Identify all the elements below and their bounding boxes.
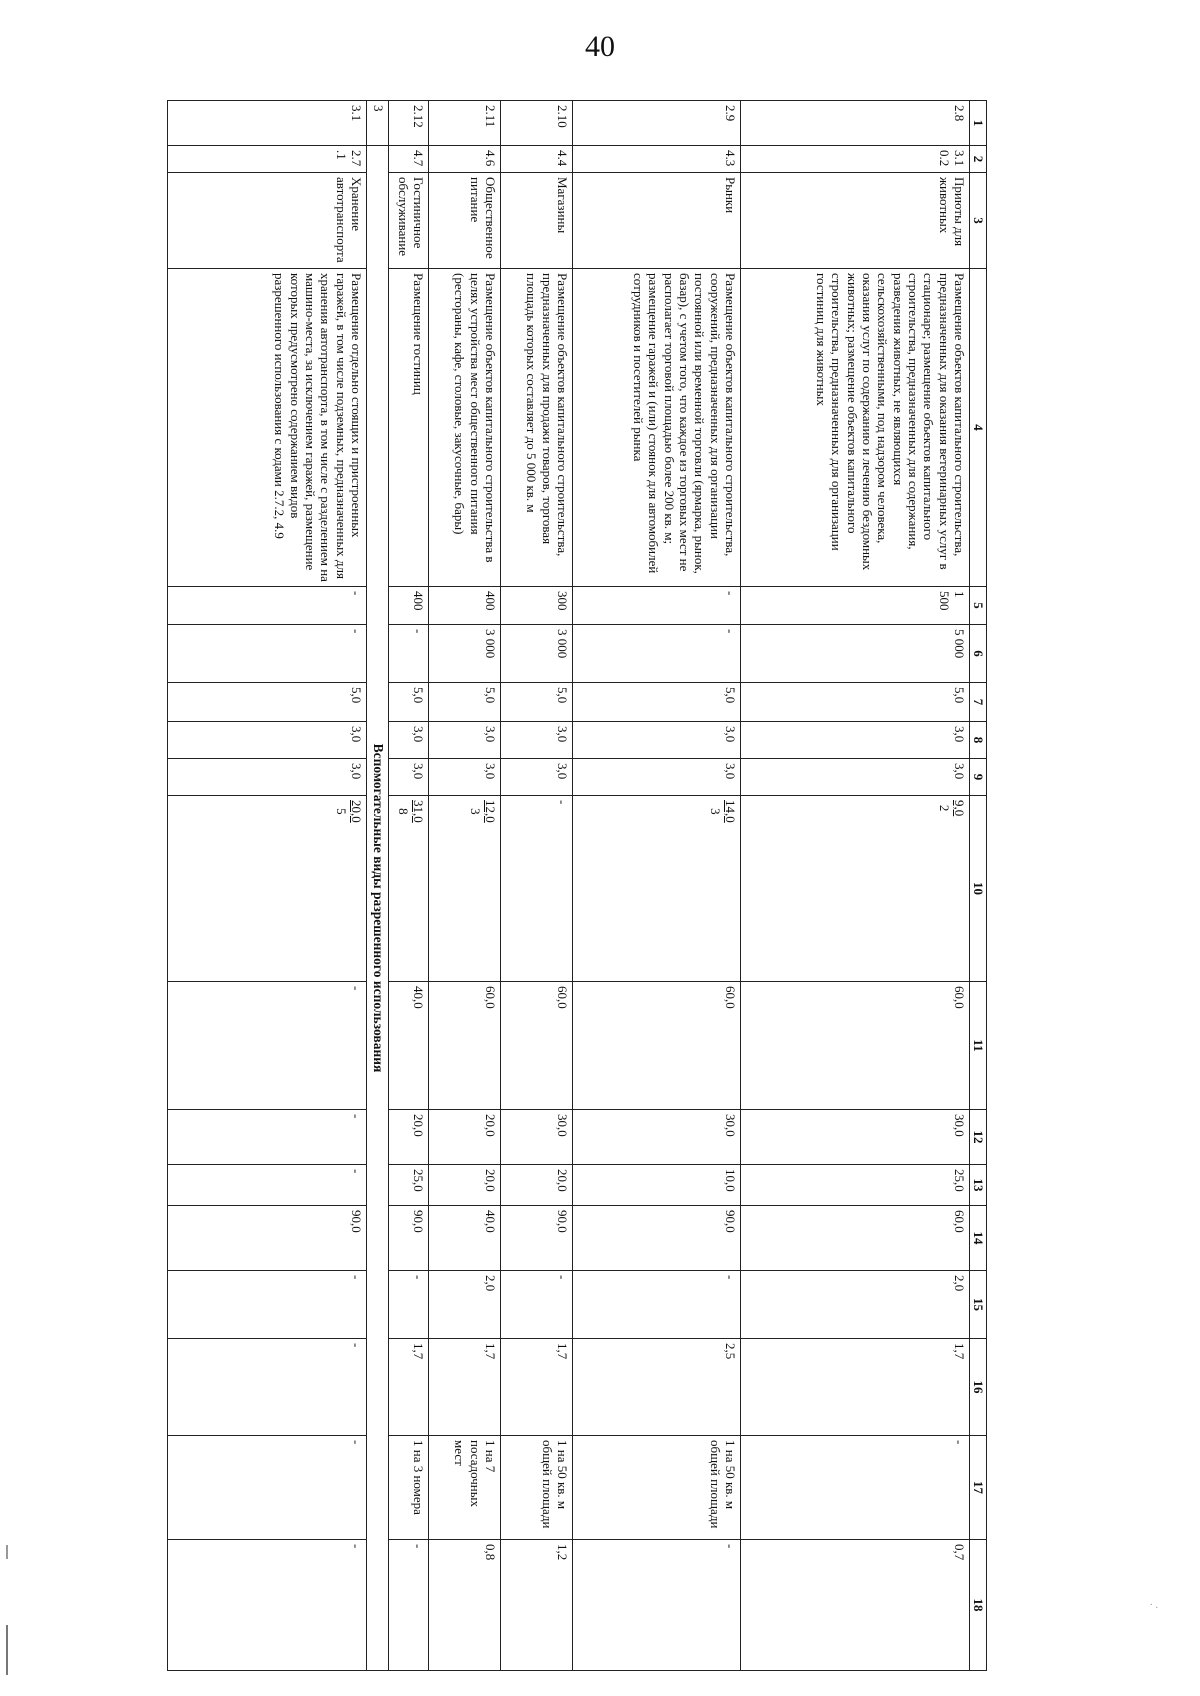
value-cell: 60,0 <box>741 982 970 1110</box>
table-row <box>741 101 970 1671</box>
value-cell: 2,0 <box>429 1271 501 1339</box>
section-number: 3 <box>367 101 389 146</box>
header-cell: 5 <box>970 587 987 625</box>
value-cell: 60,0 <box>573 982 741 1110</box>
value-cell: 3,0 <box>168 722 367 759</box>
use-description: Размещение объектов капитального строительства, предназначенных для оказания ветеринарных услуг в стационаре; размещение объектов капитального строительства, предназначенных для содержания, разведения животных, не являющихся сельскохозяйственными, под надзором человека, оказания услуг по содержанию и лечению бездомных животных; размещение объектов капитального строительства, предназначенных для организации гостиниц для животных <box>741 269 970 587</box>
value-cell: 5,0 <box>168 683 367 722</box>
use-code: 4.3 <box>573 146 741 173</box>
value-cell: - <box>168 625 367 683</box>
use-code: 2.7.1 <box>168 146 367 173</box>
value-cell: 1,7 <box>429 1339 501 1436</box>
header-cell: 9 <box>970 759 987 796</box>
value-cell: 20,0 <box>389 1110 429 1165</box>
value-cell: 30,0 <box>741 1110 970 1165</box>
value-cell: 60,0 <box>429 982 501 1110</box>
value-cell: 3,0 <box>573 722 741 759</box>
use-code: 4.6 <box>429 146 501 173</box>
value-cell: 90,0 <box>573 1206 741 1271</box>
value-cell: 5,0 <box>501 683 573 722</box>
value-cell: - <box>168 1165 367 1206</box>
header-cell: 8 <box>970 722 987 759</box>
value-cell: 20,0 <box>429 1110 501 1165</box>
fraction-numerator: 31,0 <box>411 800 426 823</box>
fraction-numerator: 12,0 <box>483 800 498 823</box>
header-cell: 3 <box>970 173 987 269</box>
header-cell: 12 <box>970 1110 987 1165</box>
value-cell: - <box>168 1271 367 1339</box>
use-name: Хранение автотранспорта <box>168 173 367 269</box>
header-cell: 7 <box>970 683 987 722</box>
header-cell: 13 <box>970 1165 987 1206</box>
table-row <box>389 101 429 1671</box>
value-cell: - <box>573 625 741 683</box>
row-number: 2.9 <box>573 101 741 146</box>
value-cell: 20,0 <box>501 1165 573 1206</box>
fraction-cell <box>573 796 741 982</box>
value-cell: 400 <box>389 587 429 625</box>
fraction-denominator: 3 <box>467 808 483 815</box>
value-cell: - <box>389 1540 429 1671</box>
fraction-cell <box>168 796 367 982</box>
use-name: Магазины <box>501 173 573 269</box>
header-cell: 15 <box>970 1271 987 1339</box>
value-cell: 5,0 <box>573 683 741 722</box>
value-cell: 5,0 <box>389 683 429 722</box>
value-cell: 3,0 <box>389 722 429 759</box>
value-cell: 3 000 <box>501 625 573 683</box>
fraction-cell <box>429 796 501 982</box>
zoning-parameters-table <box>167 100 987 1671</box>
scan-margin-mark <box>6 1625 8 1675</box>
use-description: Размещение объектов капитального строительства, сооружений, предназначенных для организации постоянной или временной торговли (ярмарка, рынок, базар), с учетом того, что каждое из торговых мест не располагает торговой площадью более 200 кв. м; размещение гаражей и (или) стоянок для автомобилей сотрудников и посетителей рынка <box>573 269 741 587</box>
use-description: Размещение гостиниц <box>389 269 429 587</box>
value-cell: 30,0 <box>573 1110 741 1165</box>
value-cell: 1 на 7 посадочных мест <box>429 1436 501 1540</box>
value-cell: 3,0 <box>501 759 573 796</box>
value-cell: 1,7 <box>741 1339 970 1436</box>
fraction-cell <box>389 796 429 982</box>
page-number: 40 <box>585 30 615 63</box>
value-cell: 40,0 <box>389 982 429 1110</box>
use-name: Рынки <box>573 173 741 269</box>
value-cell: 3,0 <box>501 722 573 759</box>
value-cell: - <box>389 625 429 683</box>
use-description: Размещение объектов капитального строительства в целях устройства мест общественного питания (рестораны, кафе, столовые, закусочные, бары) <box>429 269 501 587</box>
row-number: 2.10 <box>501 101 573 146</box>
value-cell: 300 <box>501 587 573 625</box>
value-cell: 2,0 <box>741 1271 970 1339</box>
value-cell: 30,0 <box>501 1110 573 1165</box>
value-cell: - <box>573 1540 741 1671</box>
table-row <box>168 101 367 1671</box>
fraction-denominator: 3 <box>707 808 723 815</box>
value-cell: 5,0 <box>741 683 970 722</box>
header-cell: 17 <box>970 1436 987 1540</box>
use-description: Размещение отдельно стоящих и пристроенных гаражей, в том числе подземных, предназначенных для хранения автотранспорта, в том числе с разделением на машино-места, за исключением гаражей, размещение которых предусмотрено содержанием видов разрешенного использования с кодами 2.7.2, 4.9 <box>168 269 367 587</box>
value-cell: - <box>501 1271 573 1339</box>
value-cell: 25,0 <box>389 1165 429 1206</box>
value-cell: 1 на 50 кв. м общей площади <box>573 1436 741 1540</box>
value-cell: 90,0 <box>501 1206 573 1271</box>
use-code: 4.4 <box>501 146 573 173</box>
value-cell: 25,0 <box>741 1165 970 1206</box>
value-cell: 2,5 <box>573 1339 741 1436</box>
fraction-denominator: 8 <box>395 808 411 815</box>
section-row <box>367 101 389 1671</box>
value-cell: 3,0 <box>741 722 970 759</box>
value-cell: 1,2 <box>501 1540 573 1671</box>
table-row <box>429 101 501 1671</box>
header-row <box>970 101 987 1671</box>
value-cell: - <box>168 1540 367 1671</box>
value-cell: - <box>168 1339 367 1436</box>
fraction-numerator: 9,0 <box>952 800 967 817</box>
scan-margin-mark <box>6 1545 8 1559</box>
scan-speck: · . <box>1149 1600 1158 1611</box>
header-cell: 16 <box>970 1339 987 1436</box>
value-cell: 1,7 <box>389 1339 429 1436</box>
value-cell: 3 000 <box>429 625 501 683</box>
header-cell: 1 <box>970 101 987 146</box>
row-number: 3.1 <box>168 101 367 146</box>
value-cell: - <box>168 982 367 1110</box>
fraction-numerator: 14,0 <box>723 800 738 823</box>
fraction-numerator: 20,0 <box>349 800 364 823</box>
value-cell: 10,0 <box>573 1165 741 1206</box>
fraction-cell <box>741 796 970 982</box>
use-code: 4.7 <box>389 146 429 173</box>
use-name: Общественное питание <box>429 173 501 269</box>
header-cell: 6 <box>970 625 987 683</box>
table-row <box>573 101 741 1671</box>
fraction-denominator: 5 <box>333 808 349 815</box>
value-cell: 1,7 <box>501 1339 573 1436</box>
value-cell: - <box>501 796 573 982</box>
value-cell: - <box>573 587 741 625</box>
header-cell: 10 <box>970 796 987 982</box>
value-cell: 0,8 <box>429 1540 501 1671</box>
header-cell: 11 <box>970 982 987 1110</box>
header-cell: 2 <box>970 146 987 173</box>
value-cell: 5 000 <box>741 625 970 683</box>
value-cell: 0,7 <box>741 1540 970 1671</box>
use-code: 3.10.2 <box>741 146 970 173</box>
value-cell: 3,0 <box>429 722 501 759</box>
table-frame <box>167 100 987 1612</box>
row-number: 2.12 <box>389 101 429 146</box>
header-cell: 4 <box>970 269 987 587</box>
value-cell: 1 на 50 кв. м общей площади <box>501 1436 573 1540</box>
value-cell: - <box>389 1271 429 1339</box>
use-name: Гостиничное обслуживание <box>389 173 429 269</box>
value-cell: 3,0 <box>168 759 367 796</box>
row-number: 2.8 <box>741 101 970 146</box>
value-cell: 1 на 3 номера <box>389 1436 429 1540</box>
use-name: Приюты для животных <box>741 173 970 269</box>
header-cell: 18 <box>970 1540 987 1671</box>
value-cell: 3,0 <box>389 759 429 796</box>
table-row <box>501 101 573 1671</box>
value-cell: 60,0 <box>741 1206 970 1271</box>
value-cell: 3,0 <box>741 759 970 796</box>
section-title: Вспомогательные виды разрешенного использования <box>367 146 389 1671</box>
value-cell: 20,0 <box>429 1165 501 1206</box>
value-cell: 90,0 <box>168 1206 367 1271</box>
header-cell: 14 <box>970 1206 987 1271</box>
value-cell: 90,0 <box>389 1206 429 1271</box>
value-cell: - <box>168 587 367 625</box>
value-cell: 3,0 <box>429 759 501 796</box>
value-cell: 40,0 <box>429 1206 501 1271</box>
value-cell: 1 500 <box>741 587 970 625</box>
value-cell: 60,0 <box>501 982 573 1110</box>
value-cell: - <box>741 1436 970 1540</box>
value-cell: - <box>573 1271 741 1339</box>
use-description: Размещение объектов капитального строительства, предназначенных для продажи товаров, торговая площадь которых составляет до 5 000 кв. м <box>501 269 573 587</box>
value-cell: - <box>168 1110 367 1165</box>
value-cell: 5,0 <box>429 683 501 722</box>
fraction-denominator: 2 <box>936 804 952 812</box>
value-cell: - <box>168 1436 367 1540</box>
value-cell: 3,0 <box>573 759 741 796</box>
row-number: 2.11 <box>429 101 501 146</box>
value-cell: 400 <box>429 587 501 625</box>
